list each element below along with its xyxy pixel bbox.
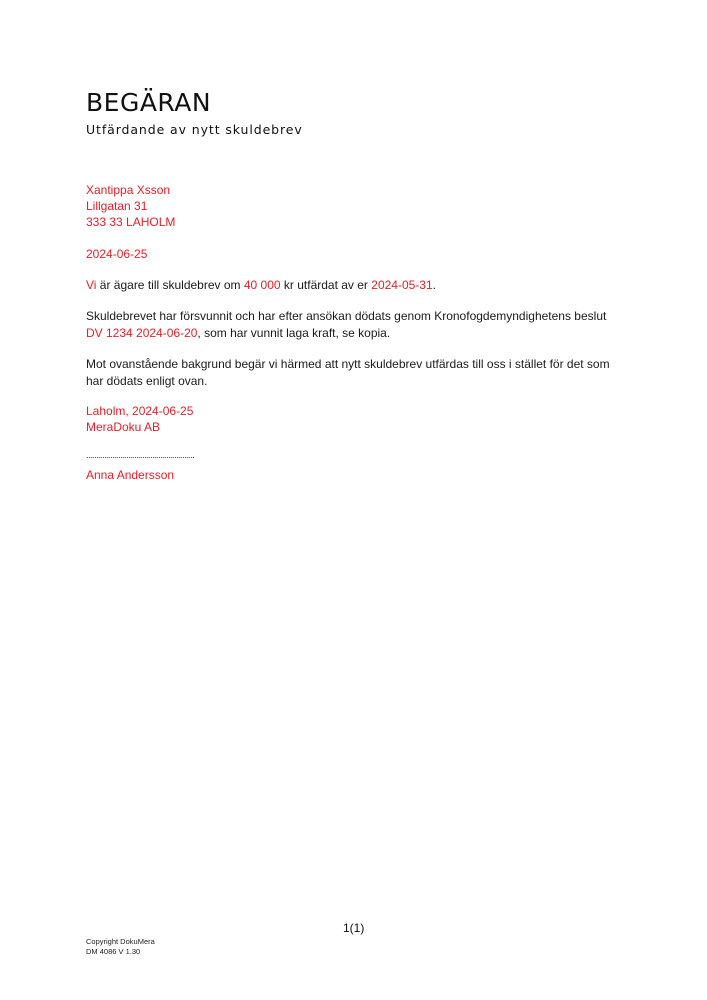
recipient-name: Xantippa Xsson bbox=[86, 183, 171, 197]
recipient-street: Lillgatan 31 bbox=[86, 199, 148, 213]
paragraph-text: Skuldebrevet har försvunnit och har efter ansökan dödats genom Kronofogdemyndighetens beslut bbox=[86, 309, 607, 323]
paragraph-text: kr utfärdat av er bbox=[280, 278, 372, 292]
recipient-postal: 333 33 LAHOLM bbox=[86, 215, 176, 229]
signature-place-block bbox=[86, 403, 193, 435]
subject-field: Vi bbox=[86, 278, 97, 292]
document-subtitle: Utfärdande av nytt skuldebrev bbox=[86, 122, 303, 137]
paragraph-lost bbox=[86, 308, 626, 342]
amount-field: 40 000 bbox=[243, 278, 281, 292]
page-number: 1(1) bbox=[343, 921, 365, 935]
company-name: MeraDoku AB bbox=[86, 420, 161, 434]
signer-name: Anna Andersson bbox=[86, 468, 175, 482]
paragraph-text: , som har vunnit laga kraft, se kopia. bbox=[197, 326, 391, 340]
document-title: BEGÄRAN bbox=[86, 88, 212, 117]
decision-field: DV 1234 2024-06-20 bbox=[86, 326, 198, 340]
paragraph-request: Mot ovanstående bakgrund begär vi härmed att nytt skuldebrev utfärdas till oss i stället för det som har dödats enligt ovan. bbox=[86, 357, 610, 388]
paragraph-ownership bbox=[86, 277, 626, 294]
place-date: Laholm, 2024-06-25 bbox=[86, 404, 194, 418]
footer bbox=[86, 937, 155, 957]
recipient-address bbox=[86, 182, 175, 230]
paragraph-text: är ägare till skuldebrev om bbox=[96, 278, 244, 292]
paragraph-text: . bbox=[432, 278, 436, 292]
footer-doc-id: DM 4086 V 1.30 bbox=[86, 947, 141, 956]
issue-date-field: 2024-05-31 bbox=[371, 278, 433, 292]
letter-date: 2024-06-25 bbox=[86, 247, 148, 261]
footer-copyright: Copyright DokuMera bbox=[86, 937, 155, 946]
signature-line: ...................................................... bbox=[86, 450, 195, 460]
